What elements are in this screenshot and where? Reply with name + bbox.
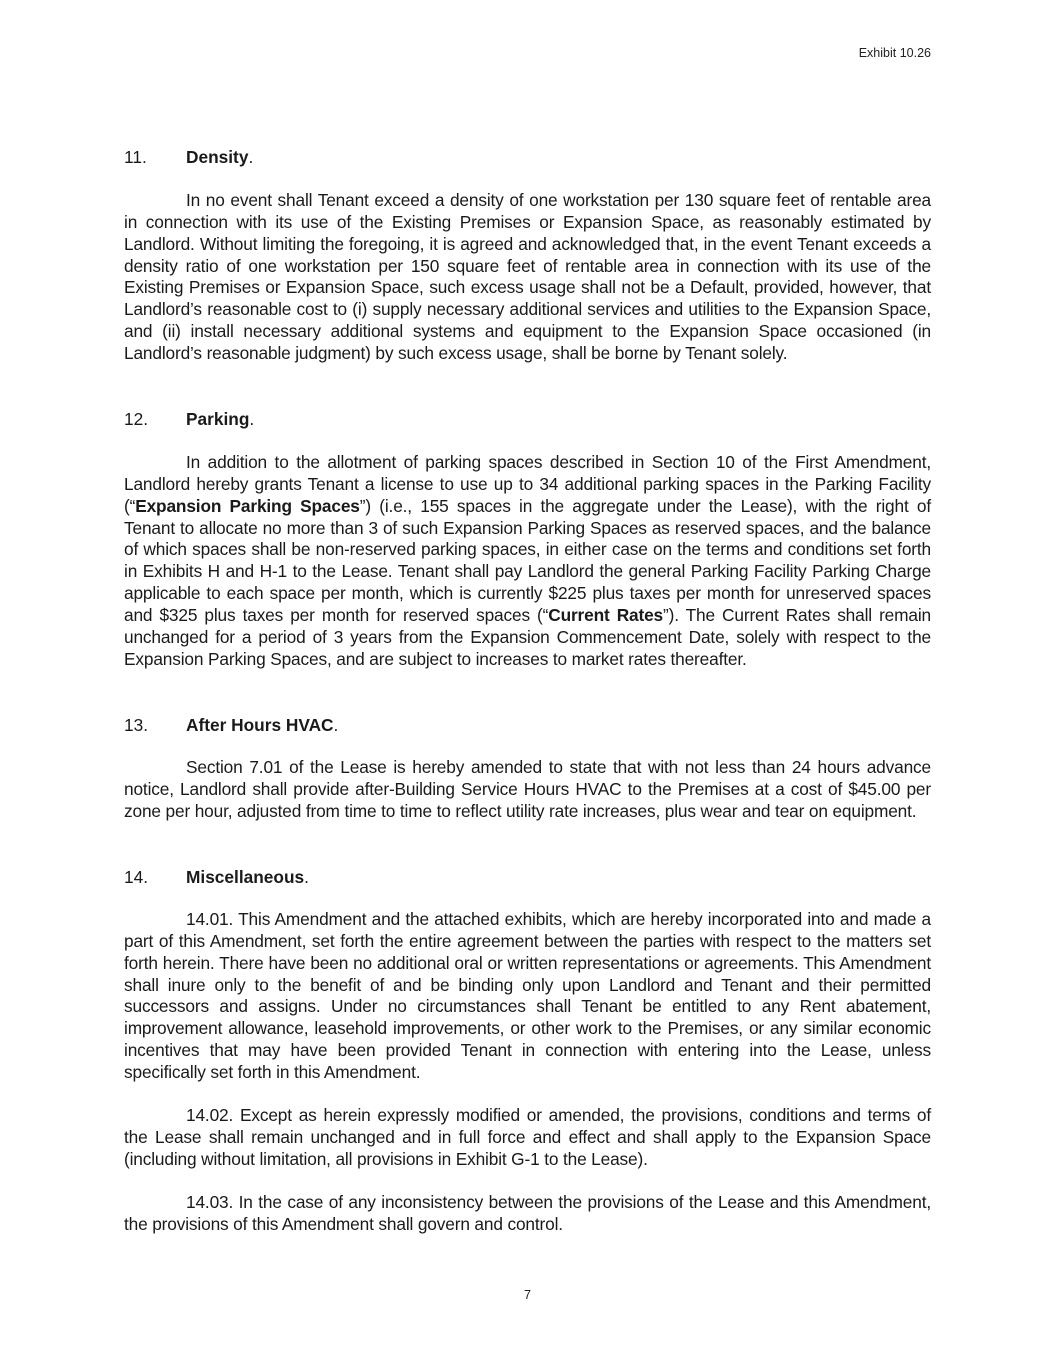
- section-number: 13.: [124, 715, 149, 735]
- paragraph-text: ”) (i.e., 155 spaces in the aggregate under the Lease), with the right of Tenant to allocate no more than 3 of such Expansion Parking Spaces as reserved spaces, and the balance of which spaces shall be non-reserved parking spaces, in either case on the terms and conditions set forth in Exhibits H and H-1 to the Lease. Tenant shall pay Landlord the general Parking Facility Parking Charge applicable to each space per month, which is currently $225 plus taxes per month for unreserved spaces and $325 plus taxes per month for reserved spaces (“: [124, 495, 931, 625]
- paragraph-hvac: [124, 757, 931, 823]
- section-title: Parking: [186, 409, 250, 429]
- defined-term-current-rates: Current Rates: [548, 604, 664, 625]
- section-number: 14.: [124, 867, 149, 887]
- section-heading-after-hours-hvac: [124, 714, 338, 736]
- paragraph-text: In addition to the allotment of parking spaces described in Section 10 of the First Amendment, Landlord hereby grants Tenant a license to use up to 34 additional parking spaces in the Parking Facility (“: [124, 452, 931, 516]
- paragraph-14-02: [124, 1105, 931, 1171]
- heading-period: .: [304, 867, 309, 887]
- section-title: After Hours HVAC: [186, 715, 334, 735]
- heading-period: .: [333, 715, 339, 735]
- paragraph-14-01: [124, 909, 931, 1084]
- paragraph-density: [124, 190, 931, 365]
- section-heading-parking: [124, 408, 254, 430]
- heading-period: .: [249, 409, 255, 429]
- paragraph-text: In no event shall Tenant exceed a density of one workstation per 130 square feet of rentable area in connection with its use of the Existing Premises or Expansion Space, as reasonably estimated by Landlord. Without limiting the foregoing, it is agreed and acknowledged that, in the event Tenant exceeds a density ratio of one workstation per 150 square feet of rentable area in connection with its use of the Existing Premises or Expansion Space, such excess usage shall not be a Default, provided, however, that Landlord’s reasonable cost to (i) supply necessary additional services and utilities to the Expansion Space, and (ii) install necessary additional systems and equipment to the Expansion Space occasioned (in Landlord’s reasonable judgment) by such excess usage, shall be borne by Tenant solely.: [124, 190, 931, 363]
- paragraph-14-03: [124, 1192, 931, 1236]
- section-heading-density: [124, 146, 253, 168]
- page-number: 7: [524, 1288, 531, 1302]
- section-title: Miscellaneous: [186, 867, 305, 887]
- paragraph-parking: [124, 452, 931, 670]
- section-heading-miscellaneous: [124, 866, 309, 888]
- heading-period: .: [248, 147, 254, 167]
- exhibit-label: Exhibit 10.26: [858, 46, 931, 60]
- paragraph-text: 14.01. This Amendment and the attached exhibits, which are hereby incorporated into and made a part of this Amendment, set forth the entire agreement between the parties with respect to the matters set forth herein. There have been no additional oral or written representations or agreements. This Amendment shall inure only to the benefit of and be binding only upon Landlord and Tenant and their permitted successors and assigns. Under no circumstances shall Tenant be entitled to any Rent abatement, improvement allowance, leasehold improvements, or other work to the Premises, or any similar economic incentives that may have been provided Tenant in connection with entering into the Lease, unless specifically set forth in this Amendment.: [124, 909, 931, 1082]
- paragraph-text: 14.03. In the case of any inconsistency between the provisions of the Lease and this Amendment, the provisions of this Amendment shall govern and control.: [124, 1192, 931, 1234]
- paragraph-text: 14.02. Except as herein expressly modified or amended, the provisions, conditions and terms of the Lease shall remain unchanged and in full force and effect and shall apply to the Expansion Space (including without limitation, all provisions in Exhibit G-1 to the Lease).: [124, 1105, 931, 1169]
- section-number: 12.: [124, 409, 149, 429]
- section-number: 11.: [124, 147, 147, 167]
- paragraph-text: Section 7.01 of the Lease is hereby amended to state that with not less than 24 hours advance notice, Landlord shall provide after-Building Service Hours HVAC to the Premises at a cost of $45.00 per zone per hour, adjusted from time to time to reflect utility rate increases, plus wear and tear on equipment.: [124, 757, 931, 821]
- defined-term-expansion-parking-spaces: Expansion Parking Spaces: [135, 495, 360, 516]
- section-title: Density: [186, 147, 249, 167]
- paragraph-text: ”). The Current Rates shall remain unchanged for a period of 3 years from the Expansion Commencement Date, solely with respect to the Expansion Parking Spaces, and are subject to increases to market rates thereafter.: [124, 604, 931, 669]
